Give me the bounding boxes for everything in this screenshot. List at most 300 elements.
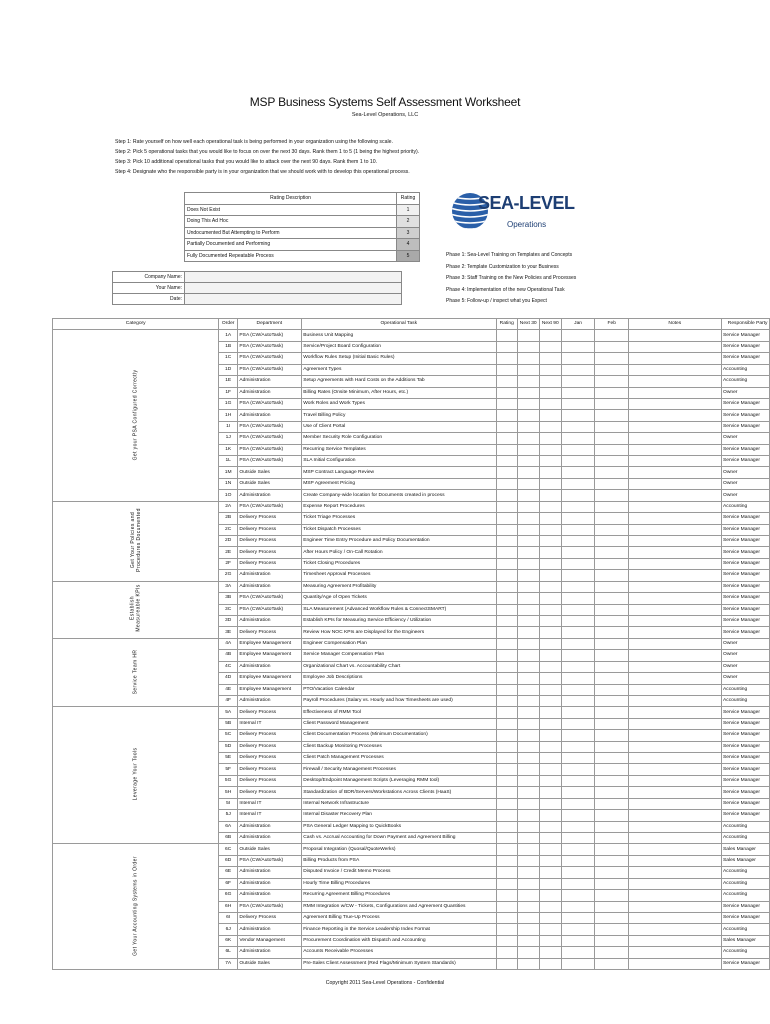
rating-input[interactable] bbox=[496, 924, 517, 935]
jan-input[interactable] bbox=[561, 615, 595, 626]
responsible-party-cell[interactable]: Owner bbox=[721, 433, 769, 444]
responsible-party-cell[interactable]: Service Manager bbox=[721, 753, 769, 764]
feb-input[interactable] bbox=[595, 444, 629, 455]
next-90-input[interactable] bbox=[539, 398, 561, 409]
notes-input[interactable] bbox=[629, 878, 721, 889]
next-30-input[interactable] bbox=[517, 330, 539, 341]
responsible-party-cell[interactable]: Service Manager bbox=[721, 410, 769, 421]
next-30-input[interactable] bbox=[517, 433, 539, 444]
next-90-input[interactable] bbox=[539, 844, 561, 855]
next-30-input[interactable] bbox=[517, 832, 539, 843]
notes-input[interactable] bbox=[629, 844, 721, 855]
next-30-input[interactable] bbox=[517, 753, 539, 764]
company-name-field[interactable] bbox=[185, 272, 402, 283]
next-30-input[interactable] bbox=[517, 867, 539, 878]
next-90-input[interactable] bbox=[539, 764, 561, 775]
jan-input[interactable] bbox=[561, 376, 595, 387]
next-90-input[interactable] bbox=[539, 821, 561, 832]
next-30-input[interactable] bbox=[517, 730, 539, 741]
jan-input[interactable] bbox=[561, 867, 595, 878]
feb-input[interactable] bbox=[595, 364, 629, 375]
feb-input[interactable] bbox=[595, 810, 629, 821]
notes-input[interactable] bbox=[629, 707, 721, 718]
rating-input[interactable] bbox=[496, 410, 517, 421]
jan-input[interactable] bbox=[561, 558, 595, 569]
feb-input[interactable] bbox=[595, 513, 629, 524]
next-30-input[interactable] bbox=[517, 398, 539, 409]
feb-input[interactable] bbox=[595, 524, 629, 535]
next-90-input[interactable] bbox=[539, 467, 561, 478]
rating-input[interactable] bbox=[496, 456, 517, 467]
next-90-input[interactable] bbox=[539, 673, 561, 684]
jan-input[interactable] bbox=[561, 741, 595, 752]
next-90-input[interactable] bbox=[539, 798, 561, 809]
responsible-party-cell[interactable]: Service Manager bbox=[721, 741, 769, 752]
next-30-input[interactable] bbox=[517, 912, 539, 923]
feb-input[interactable] bbox=[595, 958, 629, 969]
rating-input[interactable] bbox=[496, 935, 517, 946]
notes-input[interactable] bbox=[629, 912, 721, 923]
next-90-input[interactable] bbox=[539, 958, 561, 969]
jan-input[interactable] bbox=[561, 341, 595, 352]
rating-input[interactable] bbox=[496, 398, 517, 409]
jan-input[interactable] bbox=[561, 718, 595, 729]
rating-input[interactable] bbox=[496, 912, 517, 923]
responsible-party-cell[interactable]: Accounting bbox=[721, 878, 769, 889]
notes-input[interactable] bbox=[629, 467, 721, 478]
notes-input[interactable] bbox=[629, 753, 721, 764]
feb-input[interactable] bbox=[595, 604, 629, 615]
jan-input[interactable] bbox=[561, 901, 595, 912]
rating-input[interactable] bbox=[496, 798, 517, 809]
rating-input[interactable] bbox=[496, 718, 517, 729]
jan-input[interactable] bbox=[561, 456, 595, 467]
next-30-input[interactable] bbox=[517, 604, 539, 615]
feb-input[interactable] bbox=[595, 398, 629, 409]
next-30-input[interactable] bbox=[517, 478, 539, 489]
feb-input[interactable] bbox=[595, 718, 629, 729]
feb-input[interactable] bbox=[595, 741, 629, 752]
jan-input[interactable] bbox=[561, 467, 595, 478]
responsible-party-cell[interactable]: Accounting bbox=[721, 890, 769, 901]
rating-input[interactable] bbox=[496, 741, 517, 752]
next-30-input[interactable] bbox=[517, 490, 539, 501]
notes-input[interactable] bbox=[629, 398, 721, 409]
jan-input[interactable] bbox=[561, 638, 595, 649]
next-90-input[interactable] bbox=[539, 387, 561, 398]
jan-input[interactable] bbox=[561, 707, 595, 718]
feb-input[interactable] bbox=[595, 798, 629, 809]
next-30-input[interactable] bbox=[517, 741, 539, 752]
jan-input[interactable] bbox=[561, 478, 595, 489]
feb-input[interactable] bbox=[595, 947, 629, 958]
jan-input[interactable] bbox=[561, 832, 595, 843]
feb-input[interactable] bbox=[595, 753, 629, 764]
responsible-party-cell[interactable]: Service Manager bbox=[721, 593, 769, 604]
jan-input[interactable] bbox=[561, 444, 595, 455]
rating-input[interactable] bbox=[496, 684, 517, 695]
feb-input[interactable] bbox=[595, 901, 629, 912]
next-90-input[interactable] bbox=[539, 730, 561, 741]
rating-input[interactable] bbox=[496, 604, 517, 615]
next-90-input[interactable] bbox=[539, 456, 561, 467]
notes-input[interactable] bbox=[629, 341, 721, 352]
responsible-party-cell[interactable]: Owner bbox=[721, 490, 769, 501]
feb-input[interactable] bbox=[595, 764, 629, 775]
responsible-party-cell[interactable]: Sales Manager bbox=[721, 935, 769, 946]
jan-input[interactable] bbox=[561, 855, 595, 866]
jan-input[interactable] bbox=[561, 627, 595, 638]
next-90-input[interactable] bbox=[539, 364, 561, 375]
feb-input[interactable] bbox=[595, 912, 629, 923]
next-30-input[interactable] bbox=[517, 524, 539, 535]
rating-input[interactable] bbox=[496, 695, 517, 706]
rating-input[interactable] bbox=[496, 581, 517, 592]
next-30-input[interactable] bbox=[517, 855, 539, 866]
next-90-input[interactable] bbox=[539, 536, 561, 547]
responsible-party-cell[interactable]: Service Manager bbox=[721, 547, 769, 558]
jan-input[interactable] bbox=[561, 513, 595, 524]
jan-input[interactable] bbox=[561, 387, 595, 398]
jan-input[interactable] bbox=[561, 410, 595, 421]
next-90-input[interactable] bbox=[539, 912, 561, 923]
feb-input[interactable] bbox=[595, 593, 629, 604]
rating-input[interactable] bbox=[496, 650, 517, 661]
jan-input[interactable] bbox=[561, 490, 595, 501]
responsible-party-cell[interactable]: Service Manager bbox=[721, 524, 769, 535]
rating-input[interactable] bbox=[496, 775, 517, 786]
next-90-input[interactable] bbox=[539, 410, 561, 421]
notes-input[interactable] bbox=[629, 855, 721, 866]
responsible-party-cell[interactable]: Service Manager bbox=[721, 536, 769, 547]
next-90-input[interactable] bbox=[539, 867, 561, 878]
notes-input[interactable] bbox=[629, 741, 721, 752]
next-90-input[interactable] bbox=[539, 741, 561, 752]
responsible-party-cell[interactable]: Accounting bbox=[721, 695, 769, 706]
notes-input[interactable] bbox=[629, 901, 721, 912]
jan-input[interactable] bbox=[561, 604, 595, 615]
next-30-input[interactable] bbox=[517, 810, 539, 821]
next-90-input[interactable] bbox=[539, 661, 561, 672]
rating-input[interactable] bbox=[496, 673, 517, 684]
rating-input[interactable] bbox=[496, 764, 517, 775]
next-30-input[interactable] bbox=[517, 421, 539, 432]
notes-input[interactable] bbox=[629, 456, 721, 467]
jan-input[interactable] bbox=[561, 364, 595, 375]
next-30-input[interactable] bbox=[517, 570, 539, 581]
next-90-input[interactable] bbox=[539, 832, 561, 843]
feb-input[interactable] bbox=[595, 695, 629, 706]
rating-input[interactable] bbox=[496, 638, 517, 649]
notes-input[interactable] bbox=[629, 730, 721, 741]
feb-input[interactable] bbox=[595, 661, 629, 672]
next-90-input[interactable] bbox=[539, 524, 561, 535]
notes-input[interactable] bbox=[629, 444, 721, 455]
next-90-input[interactable] bbox=[539, 890, 561, 901]
rating-input[interactable] bbox=[496, 467, 517, 478]
next-90-input[interactable] bbox=[539, 924, 561, 935]
next-90-input[interactable] bbox=[539, 547, 561, 558]
notes-input[interactable] bbox=[629, 924, 721, 935]
next-30-input[interactable] bbox=[517, 627, 539, 638]
jan-input[interactable] bbox=[561, 547, 595, 558]
notes-input[interactable] bbox=[629, 787, 721, 798]
jan-input[interactable] bbox=[561, 764, 595, 775]
next-30-input[interactable] bbox=[517, 581, 539, 592]
next-30-input[interactable] bbox=[517, 935, 539, 946]
feb-input[interactable] bbox=[595, 935, 629, 946]
rating-input[interactable] bbox=[496, 570, 517, 581]
next-90-input[interactable] bbox=[539, 501, 561, 512]
next-30-input[interactable] bbox=[517, 718, 539, 729]
jan-input[interactable] bbox=[561, 810, 595, 821]
next-30-input[interactable] bbox=[517, 878, 539, 889]
jan-input[interactable] bbox=[561, 353, 595, 364]
jan-input[interactable] bbox=[561, 581, 595, 592]
feb-input[interactable] bbox=[595, 558, 629, 569]
rating-input[interactable] bbox=[496, 627, 517, 638]
notes-input[interactable] bbox=[629, 558, 721, 569]
notes-input[interactable] bbox=[629, 764, 721, 775]
rating-input[interactable] bbox=[496, 661, 517, 672]
notes-input[interactable] bbox=[629, 593, 721, 604]
notes-input[interactable] bbox=[629, 798, 721, 809]
jan-input[interactable] bbox=[561, 330, 595, 341]
responsible-party-cell[interactable]: Service Manager bbox=[721, 810, 769, 821]
rating-input[interactable] bbox=[496, 433, 517, 444]
responsible-party-cell[interactable]: Service Manager bbox=[721, 615, 769, 626]
next-30-input[interactable] bbox=[517, 684, 539, 695]
notes-input[interactable] bbox=[629, 536, 721, 547]
next-30-input[interactable] bbox=[517, 364, 539, 375]
responsible-party-cell[interactable]: Service Manager bbox=[721, 627, 769, 638]
next-30-input[interactable] bbox=[517, 650, 539, 661]
next-30-input[interactable] bbox=[517, 387, 539, 398]
jan-input[interactable] bbox=[561, 924, 595, 935]
rating-input[interactable] bbox=[496, 478, 517, 489]
responsible-party-cell[interactable]: Service Manager bbox=[721, 775, 769, 786]
rating-input[interactable] bbox=[496, 524, 517, 535]
notes-input[interactable] bbox=[629, 376, 721, 387]
rating-input[interactable] bbox=[496, 901, 517, 912]
next-90-input[interactable] bbox=[539, 684, 561, 695]
notes-input[interactable] bbox=[629, 661, 721, 672]
notes-input[interactable] bbox=[629, 410, 721, 421]
responsible-party-cell[interactable]: Sales Manager bbox=[721, 844, 769, 855]
jan-input[interactable] bbox=[561, 661, 595, 672]
next-90-input[interactable] bbox=[539, 593, 561, 604]
jan-input[interactable] bbox=[561, 501, 595, 512]
responsible-party-cell[interactable]: Service Manager bbox=[721, 581, 769, 592]
feb-input[interactable] bbox=[595, 376, 629, 387]
jan-input[interactable] bbox=[561, 421, 595, 432]
rating-input[interactable] bbox=[496, 513, 517, 524]
rating-input[interactable] bbox=[496, 867, 517, 878]
jan-input[interactable] bbox=[561, 524, 595, 535]
responsible-party-cell[interactable]: Service Manager bbox=[721, 604, 769, 615]
feb-input[interactable] bbox=[595, 478, 629, 489]
notes-input[interactable] bbox=[629, 547, 721, 558]
responsible-party-cell[interactable]: Service Manager bbox=[721, 901, 769, 912]
jan-input[interactable] bbox=[561, 730, 595, 741]
jan-input[interactable] bbox=[561, 958, 595, 969]
next-30-input[interactable] bbox=[517, 593, 539, 604]
rating-input[interactable] bbox=[496, 376, 517, 387]
notes-input[interactable] bbox=[629, 513, 721, 524]
notes-input[interactable] bbox=[629, 330, 721, 341]
responsible-party-cell[interactable]: Service Manager bbox=[721, 341, 769, 352]
next-30-input[interactable] bbox=[517, 695, 539, 706]
rating-input[interactable] bbox=[496, 958, 517, 969]
notes-input[interactable] bbox=[629, 695, 721, 706]
notes-input[interactable] bbox=[629, 364, 721, 375]
feb-input[interactable] bbox=[595, 684, 629, 695]
next-30-input[interactable] bbox=[517, 341, 539, 352]
next-90-input[interactable] bbox=[539, 901, 561, 912]
next-30-input[interactable] bbox=[517, 615, 539, 626]
responsible-party-cell[interactable]: Accounting bbox=[721, 364, 769, 375]
next-90-input[interactable] bbox=[539, 353, 561, 364]
responsible-party-cell[interactable]: Accounting bbox=[721, 867, 769, 878]
responsible-party-cell[interactable]: Service Manager bbox=[721, 730, 769, 741]
jan-input[interactable] bbox=[561, 878, 595, 889]
feb-input[interactable] bbox=[595, 867, 629, 878]
rating-input[interactable] bbox=[496, 444, 517, 455]
responsible-party-cell[interactable]: Service Manager bbox=[721, 456, 769, 467]
next-30-input[interactable] bbox=[517, 661, 539, 672]
next-30-input[interactable] bbox=[517, 958, 539, 969]
feb-input[interactable] bbox=[595, 581, 629, 592]
feb-input[interactable] bbox=[595, 570, 629, 581]
feb-input[interactable] bbox=[595, 844, 629, 855]
responsible-party-cell[interactable]: Accounting bbox=[721, 821, 769, 832]
next-30-input[interactable] bbox=[517, 513, 539, 524]
responsible-party-cell[interactable]: Owner bbox=[721, 673, 769, 684]
notes-input[interactable] bbox=[629, 650, 721, 661]
rating-input[interactable] bbox=[496, 547, 517, 558]
jan-input[interactable] bbox=[561, 912, 595, 923]
next-90-input[interactable] bbox=[539, 947, 561, 958]
next-30-input[interactable] bbox=[517, 536, 539, 547]
rating-input[interactable] bbox=[496, 558, 517, 569]
notes-input[interactable] bbox=[629, 775, 721, 786]
responsible-party-cell[interactable]: Owner bbox=[721, 638, 769, 649]
feb-input[interactable] bbox=[595, 878, 629, 889]
next-90-input[interactable] bbox=[539, 513, 561, 524]
rating-input[interactable] bbox=[496, 878, 517, 889]
jan-input[interactable] bbox=[561, 536, 595, 547]
responsible-party-cell[interactable]: Service Manager bbox=[721, 513, 769, 524]
rating-input[interactable] bbox=[496, 832, 517, 843]
next-30-input[interactable] bbox=[517, 467, 539, 478]
feb-input[interactable] bbox=[595, 775, 629, 786]
feb-input[interactable] bbox=[595, 890, 629, 901]
jan-input[interactable] bbox=[561, 935, 595, 946]
responsible-party-cell[interactable]: Service Manager bbox=[721, 353, 769, 364]
next-30-input[interactable] bbox=[517, 707, 539, 718]
next-30-input[interactable] bbox=[517, 924, 539, 935]
notes-input[interactable] bbox=[629, 684, 721, 695]
next-30-input[interactable] bbox=[517, 444, 539, 455]
next-30-input[interactable] bbox=[517, 501, 539, 512]
feb-input[interactable] bbox=[595, 787, 629, 798]
next-30-input[interactable] bbox=[517, 798, 539, 809]
next-90-input[interactable] bbox=[539, 878, 561, 889]
jan-input[interactable] bbox=[561, 593, 595, 604]
next-90-input[interactable] bbox=[539, 570, 561, 581]
jan-input[interactable] bbox=[561, 433, 595, 444]
responsible-party-cell[interactable]: Owner bbox=[721, 478, 769, 489]
responsible-party-cell[interactable]: Service Manager bbox=[721, 398, 769, 409]
jan-input[interactable] bbox=[561, 775, 595, 786]
notes-input[interactable] bbox=[629, 867, 721, 878]
responsible-party-cell[interactable]: Owner bbox=[721, 387, 769, 398]
rating-input[interactable] bbox=[496, 330, 517, 341]
next-90-input[interactable] bbox=[539, 444, 561, 455]
notes-input[interactable] bbox=[629, 673, 721, 684]
notes-input[interactable] bbox=[629, 421, 721, 432]
next-30-input[interactable] bbox=[517, 456, 539, 467]
notes-input[interactable] bbox=[629, 501, 721, 512]
notes-input[interactable] bbox=[629, 581, 721, 592]
responsible-party-cell[interactable]: Service Manager bbox=[721, 912, 769, 923]
next-90-input[interactable] bbox=[539, 695, 561, 706]
rating-input[interactable] bbox=[496, 810, 517, 821]
notes-input[interactable] bbox=[629, 627, 721, 638]
next-90-input[interactable] bbox=[539, 753, 561, 764]
notes-input[interactable] bbox=[629, 947, 721, 958]
notes-input[interactable] bbox=[629, 524, 721, 535]
next-90-input[interactable] bbox=[539, 627, 561, 638]
responsible-party-cell[interactable]: Accounting bbox=[721, 684, 769, 695]
responsible-party-cell[interactable]: Service Manager bbox=[721, 558, 769, 569]
responsible-party-cell[interactable]: Sales Manager bbox=[721, 855, 769, 866]
jan-input[interactable] bbox=[561, 844, 595, 855]
notes-input[interactable] bbox=[629, 718, 721, 729]
rating-input[interactable] bbox=[496, 387, 517, 398]
responsible-party-cell[interactable]: Accounting bbox=[721, 947, 769, 958]
rating-input[interactable] bbox=[496, 501, 517, 512]
rating-input[interactable] bbox=[496, 490, 517, 501]
notes-input[interactable] bbox=[629, 890, 721, 901]
feb-input[interactable] bbox=[595, 615, 629, 626]
next-30-input[interactable] bbox=[517, 947, 539, 958]
notes-input[interactable] bbox=[629, 353, 721, 364]
responsible-party-cell[interactable]: Owner bbox=[721, 467, 769, 478]
rating-input[interactable] bbox=[496, 855, 517, 866]
responsible-party-cell[interactable]: Service Manager bbox=[721, 718, 769, 729]
feb-input[interactable] bbox=[595, 638, 629, 649]
rating-input[interactable] bbox=[496, 593, 517, 604]
next-30-input[interactable] bbox=[517, 410, 539, 421]
jan-input[interactable] bbox=[561, 570, 595, 581]
next-30-input[interactable] bbox=[517, 547, 539, 558]
feb-input[interactable] bbox=[595, 536, 629, 547]
responsible-party-cell[interactable]: Service Manager bbox=[721, 421, 769, 432]
responsible-party-cell[interactable]: Accounting bbox=[721, 376, 769, 387]
jan-input[interactable] bbox=[561, 947, 595, 958]
rating-input[interactable] bbox=[496, 421, 517, 432]
jan-input[interactable] bbox=[561, 753, 595, 764]
jan-input[interactable] bbox=[561, 787, 595, 798]
rating-input[interactable] bbox=[496, 730, 517, 741]
responsible-party-cell[interactable]: Service Manager bbox=[721, 764, 769, 775]
notes-input[interactable] bbox=[629, 490, 721, 501]
next-30-input[interactable] bbox=[517, 376, 539, 387]
feb-input[interactable] bbox=[595, 627, 629, 638]
next-90-input[interactable] bbox=[539, 650, 561, 661]
rating-input[interactable] bbox=[496, 844, 517, 855]
